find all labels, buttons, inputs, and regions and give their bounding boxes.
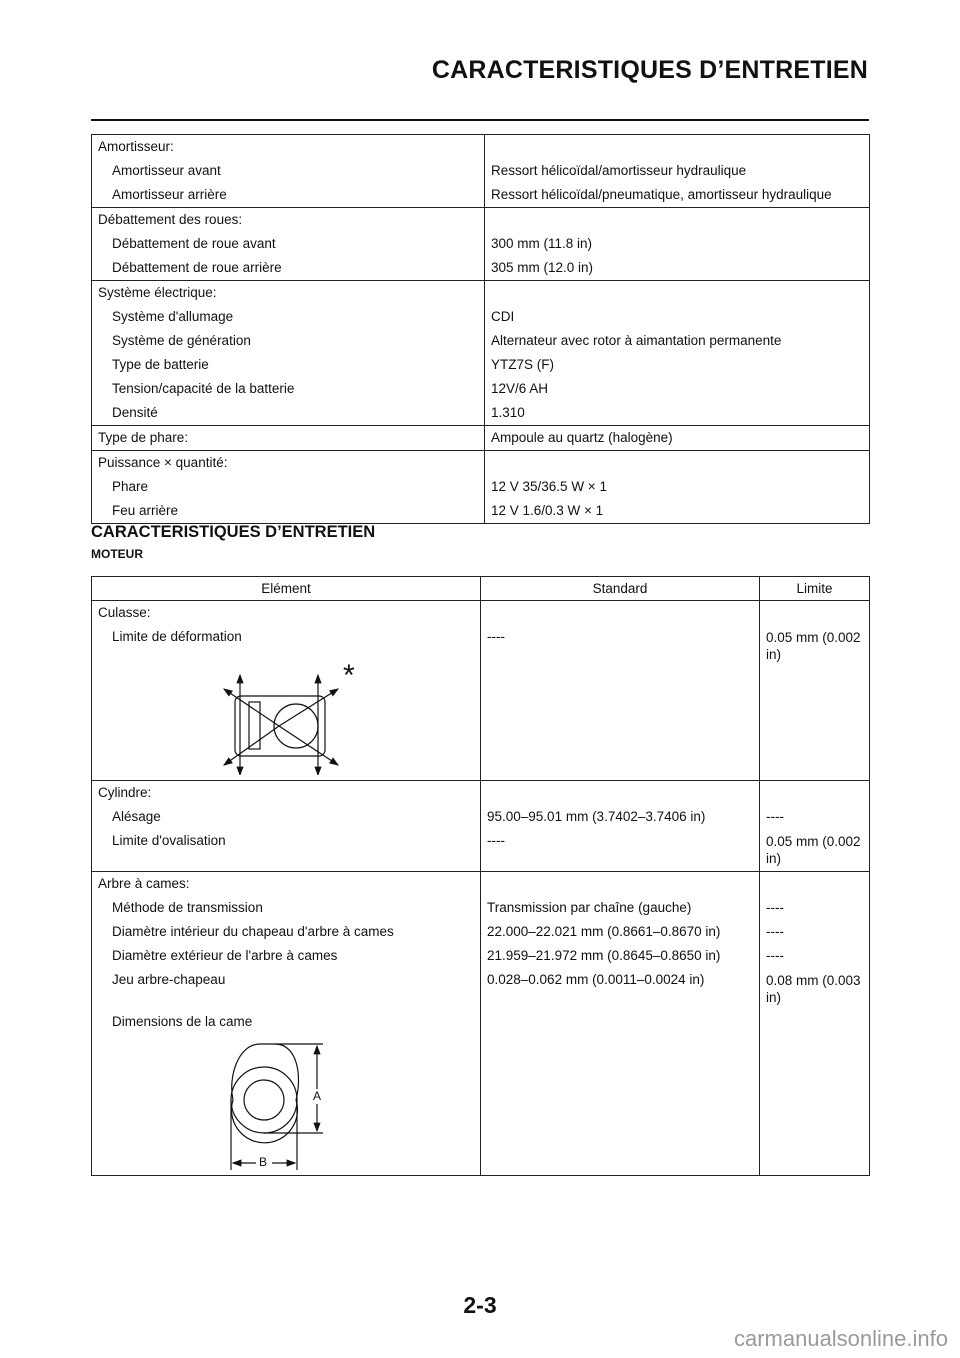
group-heading-value bbox=[491, 451, 863, 475]
spec-value: Ressort hélicoïdal/pneumatique, amortisseur hydraulique bbox=[491, 187, 832, 202]
element-label: Méthode de transmission bbox=[112, 900, 263, 915]
element-cell bbox=[92, 601, 481, 781]
spacer bbox=[487, 601, 753, 625]
standard-value: Transmission par chaîne (gauche) bbox=[487, 900, 692, 915]
element-label: Jeu arbre-chapeau bbox=[112, 972, 226, 987]
dimension-label-b: B bbox=[259, 1155, 268, 1169]
standard-value: ---- bbox=[487, 629, 505, 644]
group-heading: Système électrique: bbox=[98, 285, 217, 300]
label-cell bbox=[92, 281, 485, 426]
table-row bbox=[92, 451, 870, 524]
spec-table bbox=[91, 134, 870, 524]
spec-value: 1.310 bbox=[491, 405, 525, 420]
value-cell bbox=[485, 281, 870, 426]
standard-value bbox=[487, 1010, 753, 1034]
standard-value: ---- bbox=[487, 833, 505, 848]
limit-cell bbox=[760, 601, 870, 781]
limit-value: ---- bbox=[766, 900, 784, 915]
group-heading: Cylindre: bbox=[98, 785, 152, 800]
group-heading: Amortisseur: bbox=[98, 139, 174, 154]
spec-value: 12V/6 AH bbox=[491, 381, 549, 396]
value-cell bbox=[485, 451, 870, 524]
spec-label: Amortisseur avant bbox=[112, 163, 221, 178]
spec-value: CDI bbox=[491, 309, 515, 324]
label-cell bbox=[92, 135, 485, 208]
standard-value: 21.959–21.972 mm (0.8645–0.8650 in) bbox=[487, 948, 721, 963]
table-row bbox=[92, 426, 870, 451]
spacer bbox=[766, 872, 863, 896]
group-heading: Débattement des roues: bbox=[98, 212, 243, 227]
column-header: Limite bbox=[760, 577, 870, 601]
warpage-diagram bbox=[212, 659, 372, 778]
group-heading-value bbox=[491, 281, 863, 305]
spec-label: Débattement de roue avant bbox=[112, 236, 276, 251]
table-row bbox=[92, 281, 870, 426]
column-header: Standard bbox=[481, 577, 760, 601]
standard-cell bbox=[481, 601, 760, 781]
diagram-asterisk: * bbox=[343, 659, 355, 692]
limit-value: ---- bbox=[766, 948, 784, 963]
standard-value: 0.028–0.062 mm (0.0011–0.0024 in) bbox=[487, 972, 705, 987]
standard-value: 95.00–95.01 mm (3.7402–3.7406 in) bbox=[487, 809, 706, 824]
table-row bbox=[92, 872, 870, 1176]
spec-value: 12 V 35/36.5 W × 1 bbox=[491, 479, 607, 494]
table-header-row bbox=[92, 577, 870, 601]
section-title: CARACTERISTIQUES D’ENTRETIEN bbox=[91, 523, 376, 541]
table-row bbox=[92, 135, 870, 208]
group-heading-value bbox=[491, 135, 863, 159]
group-heading: Puissance × quantité: bbox=[98, 455, 228, 470]
spec-value: 305 mm (12.0 in) bbox=[491, 260, 594, 275]
spec-label: Densité bbox=[112, 405, 158, 420]
group-heading-value bbox=[491, 208, 863, 232]
spec-label: Tension/capacité de la batterie bbox=[112, 381, 295, 396]
group-heading: Culasse: bbox=[98, 605, 151, 620]
label-cell bbox=[92, 208, 485, 281]
element-cell bbox=[92, 781, 481, 872]
element-label: Limite de déformation bbox=[112, 629, 242, 644]
label-cell bbox=[92, 451, 485, 524]
standard-value: 22.000–22.021 mm (0.8661–0.8670 in) bbox=[487, 924, 721, 939]
limit-value: 0.05 mm (0.002 in) bbox=[766, 630, 861, 662]
spec-label: Système d'allumage bbox=[112, 309, 234, 324]
element-label: Dimensions de la came bbox=[112, 1014, 253, 1029]
group-heading: Type de phare: bbox=[98, 430, 189, 445]
page-number: 2-3 bbox=[463, 1292, 497, 1318]
watermark: carmanualsonline.info bbox=[733, 1326, 948, 1351]
dimension-label-a: A bbox=[313, 1089, 322, 1103]
element-label: Diamètre extérieur de l'arbre à cames bbox=[112, 948, 338, 963]
cam-dimensions-diagram bbox=[230, 1042, 340, 1175]
table-row bbox=[92, 781, 870, 872]
limit-value: 0.05 mm (0.002 in) bbox=[766, 834, 861, 866]
limit-value: 0.08 mm (0.003 in) bbox=[766, 973, 861, 1005]
spacer bbox=[487, 781, 753, 805]
limit-value bbox=[766, 1010, 863, 1034]
spec-value: 12 V 1.6/0.3 W × 1 bbox=[491, 503, 604, 518]
element-cell bbox=[92, 872, 481, 1176]
element-label: Limite d'ovalisation bbox=[112, 833, 226, 848]
section-subtitle: MOTEUR bbox=[91, 547, 143, 561]
column-header: Elément bbox=[92, 577, 481, 601]
spec-label: Phare bbox=[112, 479, 149, 494]
header-rule bbox=[91, 119, 869, 121]
standard-cell bbox=[481, 872, 760, 1176]
value-cell bbox=[485, 135, 870, 208]
spec-label: Système de génération bbox=[112, 333, 251, 348]
spec-label: Amortisseur arrière bbox=[112, 187, 227, 202]
table-row bbox=[92, 208, 870, 281]
value-cell bbox=[485, 426, 870, 451]
page-title: CARACTERISTIQUES D’ENTRETIEN bbox=[431, 56, 868, 84]
spec-label: Débattement de roue arrière bbox=[112, 260, 282, 275]
limit-cell bbox=[760, 872, 870, 1176]
limit-value: ---- bbox=[766, 924, 784, 939]
limit-value: ---- bbox=[766, 809, 784, 824]
value-cell bbox=[485, 208, 870, 281]
spec-value: YTZ7S (F) bbox=[491, 357, 554, 372]
group-heading-value: Ampoule au quartz (halogène) bbox=[491, 430, 673, 445]
label-cell bbox=[92, 426, 485, 451]
spacer bbox=[766, 601, 863, 625]
spec-value: 300 mm (11.8 in) bbox=[491, 236, 593, 251]
spec-label: Type de batterie bbox=[112, 357, 209, 372]
spacer bbox=[766, 781, 863, 805]
element-label: Diamètre intérieur du chapeau d'arbre à cames bbox=[112, 924, 394, 939]
standard-cell bbox=[481, 781, 760, 872]
spec-value: Ressort hélicoïdal/amortisseur hydraulique bbox=[491, 163, 747, 178]
engine-table bbox=[91, 576, 870, 1176]
table-row bbox=[92, 601, 870, 781]
spacer bbox=[487, 872, 753, 896]
spec-label: Feu arrière bbox=[112, 503, 179, 518]
limit-cell bbox=[760, 781, 870, 872]
element-label: Alésage bbox=[112, 809, 161, 824]
spec-value: Alternateur avec rotor à aimantation permanente bbox=[491, 333, 782, 348]
group-heading: Arbre à cames: bbox=[98, 876, 190, 891]
